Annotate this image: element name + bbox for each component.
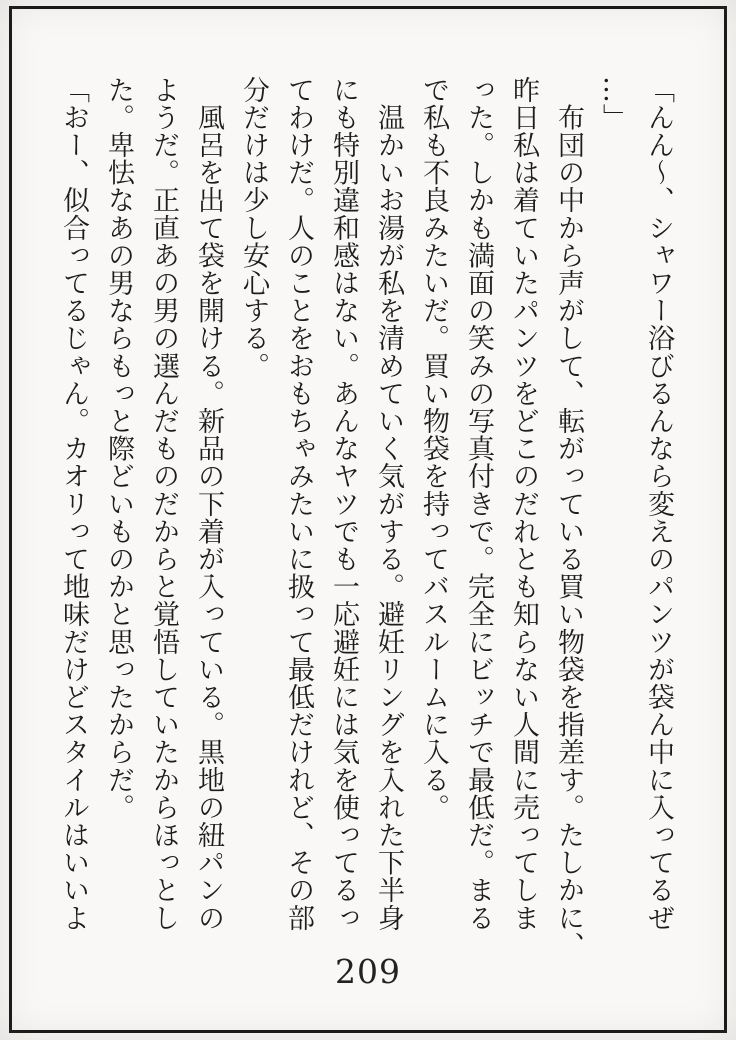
text-column-12: ようだ。正直あの男の選んだものだからと覚悟していたからほっとし	[148, 76, 179, 932]
page-number: 209	[335, 952, 401, 991]
text-column-5: った。しかも満面の笑みの写真付きで。完全にビッチで最低だ。まる	[463, 76, 494, 932]
text-column-4: 昨日私は着ていたパンツをどこのだれとも知らない人間に売ってしま	[508, 76, 539, 932]
page-text-block	[51, 76, 681, 988]
text-column-13: た。卑怯なあの男ならもっと際どいものかと思ったからだ。	[103, 76, 134, 822]
text-column-6: で私も不良みたいだ。買い物袋を持ってバスルームに入る。	[418, 76, 449, 822]
text-column-10: 分だけは少し安心する。	[238, 76, 269, 380]
text-column-14: 「おー、似合ってるじゃん。カオリって地味だけどスタイルはいいよ	[58, 76, 89, 932]
text-column-1: 「んん～、シャワー浴びるんなら変えのパンツが袋ん中に入ってるぜ	[643, 76, 674, 932]
text-column-3: 布団の中から声がして、転がっている買い物袋を指差す。たしかに、	[553, 76, 584, 960]
text-column-7: 温かいお湯が私を清めていく気がする。避妊リングを入れた下半身	[373, 76, 404, 932]
text-column-8: にも特別違和感はない。あんなヤツでも一応避妊には気を使ってるっ	[328, 76, 359, 932]
text-column-9: てわけだ。人のことをおもちゃみたいに扱って最低だけれど、その部	[283, 76, 314, 932]
text-column-2: …」	[598, 76, 629, 132]
text-column-11: 風呂を出て袋を開ける。新品の下着が入っている。黒地の紐パンの	[193, 76, 224, 932]
